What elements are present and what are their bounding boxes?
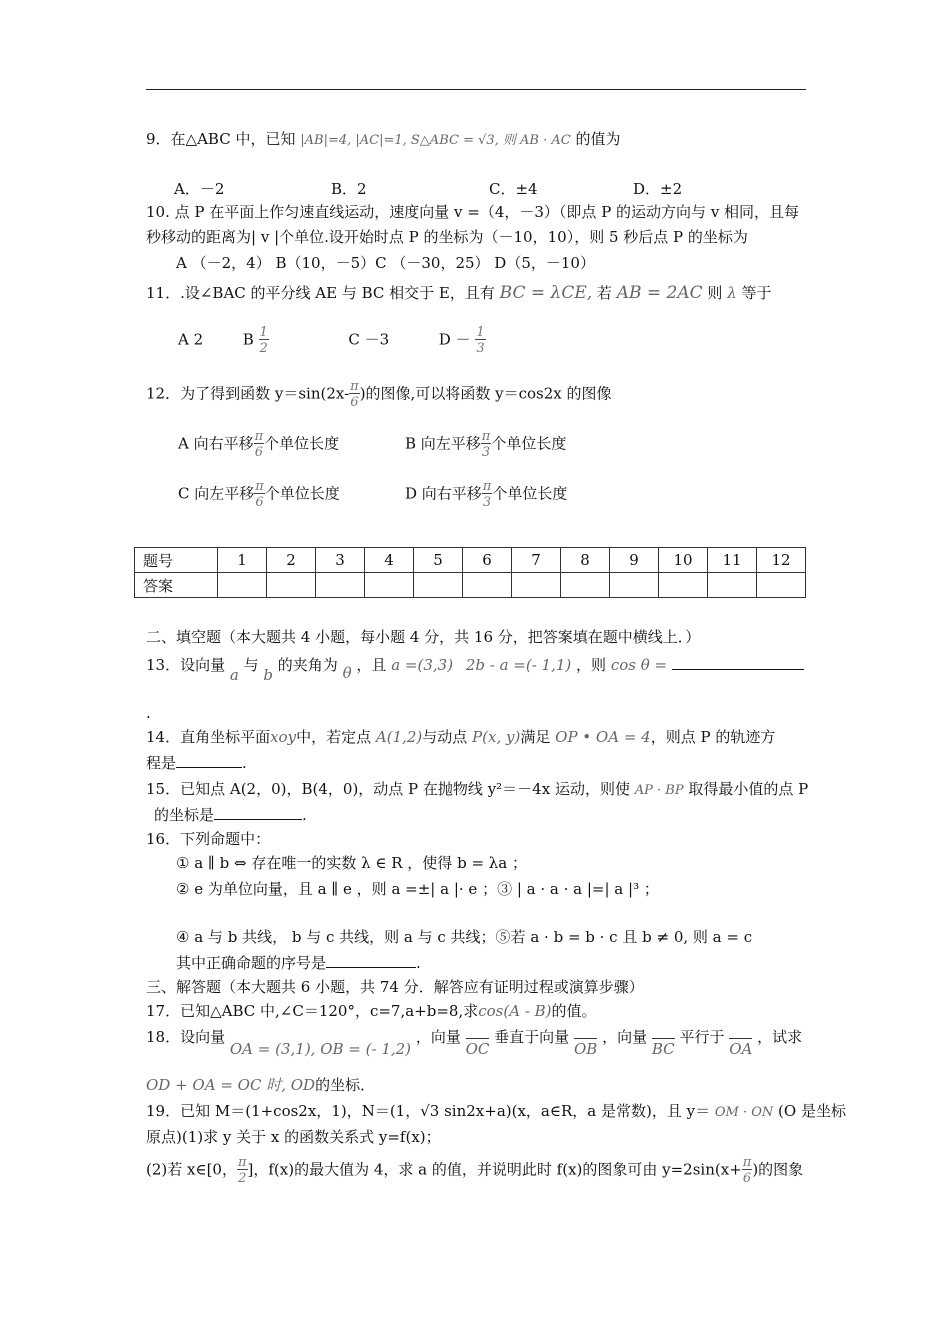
q19-line3: (2)若 x∈[0， $\frac{\pi}{2}$ ]，f(x)的最大值为 4，求 a 的值，并说明此时 f(x)的图象可由 y=2sin(x+ $\frac{\pi}{6}$ )的图象 [146,1155,804,1186]
section-3-heading: 三、解答题（本大题共 6 小题，共 74 分．解答应有证明过程或演算步骤） [146,978,644,996]
table-cell: 6 [463,548,512,573]
table-cell: 8 [561,548,610,573]
table-cell: 12 [757,548,806,573]
answer-cell[interactable] [365,573,414,598]
q13-period: . [146,704,151,722]
q17-formula: cos(A - B) [478,1002,552,1020]
q19-line1: 19．已知 M＝(1+cos2x，1)，N＝(1，√3 sin2x+a)(x，a∈R，a 是常数)，且 y＝ OM · ON (O 是坐标 [146,1102,846,1120]
table-cell: 9 [610,548,659,573]
q14-line2: 程是 . [146,754,247,772]
q13-formula-b: 2b - a =(- 1,1) [465,656,572,674]
answer-cell[interactable] [316,573,365,598]
q16-answer-blank[interactable] [326,967,416,968]
answer-table [134,547,806,598]
table-header-label: 题号 [135,548,218,573]
q16-proposition-2-3: ② e 为单位向量，且 a ∥ e ，则 a =±| a |· e ；③ | a · a · a |=| a |³ ； [176,880,659,898]
q16-proposition-4-5: ④ a 与 b 共线， b 与 c 共线，则 a 与 c 共线；⑤若 a · b = b · c 且 b ≠ 0, 则 a = c [176,928,753,946]
q14-answer-blank[interactable] [176,767,242,768]
table-cell: 3 [316,548,365,573]
answer-cell[interactable] [414,573,463,598]
q18-formula-2: OD + OA = OC 时, OD [146,1076,316,1094]
q11-formula-2: AB = 2AC [616,283,703,303]
q19-formula: OM · ON [714,1105,774,1120]
q15-line2: 的坐标是 . [154,806,307,824]
q11-option-b: B [242,330,254,349]
q9-option-d: D．±2 [633,180,683,198]
q18-line1: 18．设向量 OA = (3,1), OB = (- 1,2) ，向量 OC 垂直于向量 OB ，向量 BC 平行于 OA ，试求 [146,1028,803,1058]
q9-option-b: B．2 [331,180,367,198]
q15-answer-blank[interactable] [214,819,302,820]
q9-formula: |AB|=4, |AC|=1, S△ABC = √3, 则 AB · AC [300,133,571,148]
q17: 17．已知△ABC 中,∠C＝120°，c=7,a+b=8,求cos(A - B)的值。 [146,1002,597,1020]
answer-cell[interactable] [757,573,806,598]
q11-option-d: D － [438,330,471,349]
q13-formula-a: a =(3,3) [391,656,454,674]
q9-option-c: C．±4 [489,180,538,198]
q11-stem: 11．.设∠BAC 的平分线 AE 与 BC 相交于 E，且有 BC = λCE, 若 AB = 2AC 则 λ 等于 [146,283,772,303]
table-cell: 1 [218,548,267,573]
q15-formula: AP · BP [634,783,684,798]
table-cell: 5 [414,548,463,573]
q11-fraction-third: $\frac{1}{3}$ [476,325,485,356]
q9-stem: 9．在△ABC 中，已知 |AB|=4, |AC|=1, S△ABC = √3, 则 AB · AC 的值为 [146,130,621,148]
q19-line2: 原点)(1)求 y 关于 x 的函数关系式 y=f(x)； [146,1128,441,1146]
answer-cell[interactable] [512,573,561,598]
q13: 13．设向量 a 与 b 的夹角为 θ ，且 a =(3,3) 2b - a =(- 1,1) ，则 cos θ = [146,654,804,675]
answer-cell[interactable] [659,573,708,598]
q16-proposition-1: ① a ∥ b ⇔ 存在唯一的实数 λ ∈ R ，使得 b = λa ； [176,854,527,872]
answer-cell[interactable] [708,573,757,598]
table-cell: 10 [659,548,708,573]
q18-line2: OD + OA = OC 时, OD的坐标． [146,1076,376,1094]
q12-option-d: D 向右平移 $\frac{\pi}{3}$ 个单位长度 [405,479,568,510]
answer-cell[interactable] [218,573,267,598]
table-cell: 7 [512,548,561,573]
q12-option-a: A 向右平移 $\frac{\pi}{6}$ 个单位长度 [178,429,340,460]
table-cell: 4 [365,548,414,573]
answer-cell[interactable] [610,573,659,598]
table-row-numbers [135,548,806,573]
q18-formula-1: OA = (3,1), OB = (- 1,2) [229,1040,412,1058]
table-row-answers [135,573,806,598]
q12-option-c: C 向左平移 $\frac{\pi}{6}$ 个单位长度 [178,479,340,510]
header-rule [146,89,806,90]
answer-cell[interactable] [267,573,316,598]
q11-option-c: C －3 [348,330,390,349]
q10-options: A （－2，4） B（10，－5）C （－30，25） D（5，－10） [176,254,595,272]
q10-line2: 秒移动的距离为| v |个单位.设开始时点 P 的坐标为（－10，10），则 5 秒后点 P 的坐标为 [146,228,748,246]
q14-line1: 14．直角坐标平面xoy中，若定点 A(1,2)与动点 P(x, y)满足 OP • OA = 4，则点 P 的轨迹方 [146,728,776,746]
answer-cell[interactable] [561,573,610,598]
answer-cell[interactable] [463,573,512,598]
section-2-heading: 二、填空题（本大题共 4 小题，每小题 4 分，共 16 分，把答案填在题中横线上．） [146,628,701,646]
q12-stem: 12．为了得到函数 y＝sin(2x- $\frac{\pi}{6}$ )的图像,可以将函数 y＝cos2x 的图像 [146,379,612,410]
q11-options [178,326,486,355]
q16-answer-line: 其中正确命题的序号是 . [176,954,421,972]
table-cell: 2 [267,548,316,573]
q11-fraction-half: $\frac{1}{2}$ [259,325,268,356]
q11-formula-1: BC = λCE, [499,283,593,303]
table-cell: 11 [708,548,757,573]
q9-option-a: A．－2 [174,180,225,198]
table-answer-label: 答案 [135,573,218,598]
q15-line1: 15．已知点 A(2，0)，B(4，0)，动点 P 在抛物线 y²＝－4x 运动，则使 AP · BP 取得最小值的点 P [146,780,809,798]
q16-stem: 16．下列命题中： [146,830,271,848]
q10-line1: 10. 点 P 在平面上作匀速直线运动，速度向量 v =（4，－3）（即点 P 的运动方向与 v 相同，且每 [146,203,800,221]
q14-formula: OP • OA = 4 [555,728,651,746]
q11-option-a: A 2 [178,330,204,349]
q12-option-b: B 向左平移 $\frac{\pi}{3}$ 个单位长度 [405,429,567,460]
q13-answer-blank[interactable] [672,669,804,670]
